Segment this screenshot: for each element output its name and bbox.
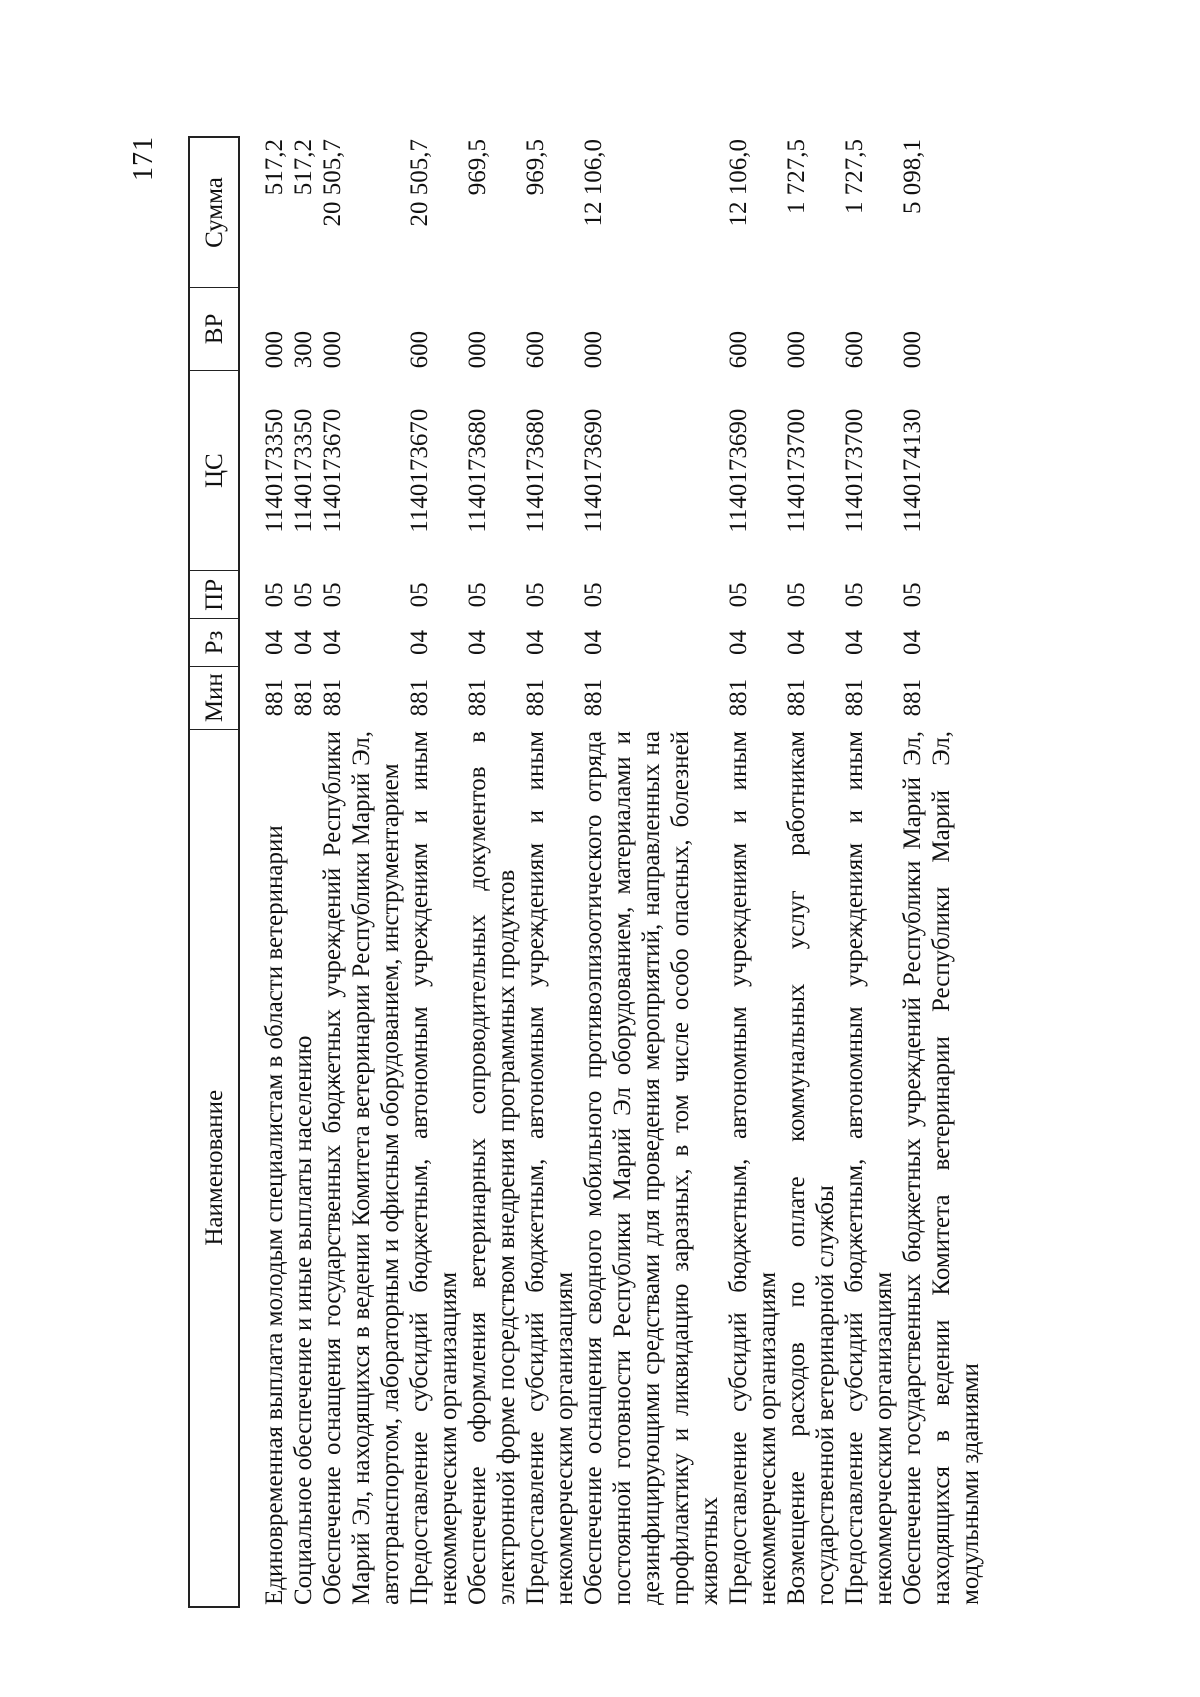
row-pr: 05 [841,582,868,608]
header-sum: Сумма [189,137,239,288]
row-sum: 517,2 [290,139,317,196]
row-sum: 1 727,5 [783,139,810,214]
row-cs: 1140174130 [899,408,926,533]
row-sum: 969,5 [464,139,491,196]
table-row [898,137,985,1607]
row-rz: 04 [580,629,607,655]
row-pr: 05 [580,582,607,608]
row-min: 881 [841,678,868,717]
row-cs: 1140173680 [522,408,549,533]
table-row [463,137,521,1607]
row-vr: 000 [464,330,491,369]
row-sum: 5 098,1 [899,139,926,214]
table-row [782,137,840,1607]
row-pr: 05 [290,582,317,608]
row-cs: 1140173350 [290,408,317,533]
row-rz: 04 [725,629,752,655]
row-name: Предоставление субсидий бюджетным, автономным учреждениям и иным некоммерческим организациям [725,731,781,1605]
table-row [724,137,782,1607]
table-row [840,137,898,1607]
table-row [260,137,289,1607]
row-vr: 000 [783,330,810,369]
row-rz: 04 [319,629,346,655]
row-sum: 969,5 [522,139,549,196]
row-cs: 1140173690 [725,408,752,533]
row-pr: 05 [406,582,433,608]
row-pr: 05 [319,582,346,608]
header-min: Мин [189,666,239,729]
row-cs: 1140173690 [580,408,607,533]
header-pr: ПР [189,571,239,619]
row-vr: 600 [841,330,868,369]
row-vr: 600 [725,330,752,369]
row-min: 881 [899,678,926,717]
row-rz: 04 [841,629,868,655]
row-min: 881 [406,678,433,717]
row-cs: 1140173700 [783,408,810,533]
header-rz: Рз [189,619,239,667]
row-rz: 04 [522,629,549,655]
table-row [579,137,724,1607]
row-vr: 000 [580,330,607,369]
row-pr: 05 [725,582,752,608]
row-min: 881 [522,678,549,717]
row-rz: 04 [290,629,317,655]
row-rz: 04 [464,629,491,655]
row-cs: 1140173670 [406,408,433,533]
row-min: 881 [464,678,491,717]
row-vr: 000 [899,330,926,369]
row-pr: 05 [522,582,549,608]
row-sum: 1 727,5 [841,139,868,214]
budget-table [188,136,985,1608]
row-sum: 12 106,0 [580,139,607,227]
row-vr: 000 [261,330,288,369]
row-pr: 05 [783,582,810,608]
header-vr: ВР [189,288,239,371]
row-min: 881 [319,678,346,717]
row-name: Предоставление субсидий бюджетным, автономным учреждениям и иным некоммерческим организациям [841,731,897,1605]
row-name: Возмещение расходов по оплате коммунальных услуг работникам государственной ветеринарной службы [783,731,839,1605]
row-rz: 04 [406,629,433,655]
row-name: Обеспечение оформления ветеринарных сопроводительных документов в электронной форме посредством внедрения программных продуктов [464,731,520,1605]
row-name: Социальное обеспечение и иные выплаты населению [290,1035,317,1605]
row-name: Обеспечение государственных бюджетных учреждений Республики Марий Эл, находящихся в ведении Комитета ветеринарии Республики Марий Эл, модульными зданиями [899,731,984,1605]
table-row [318,137,405,1607]
row-sum: 12 106,0 [725,139,752,227]
row-name: Предоставление субсидий бюджетным, автономным учреждениям и иным некоммерческим организациям [406,731,462,1605]
header-name: Наименование [189,729,239,1607]
row-cs: 1140173670 [319,408,346,533]
row-sum: 20 505,7 [406,139,433,227]
rotated-page [128,136,1048,1608]
row-cs: 1140173700 [841,408,868,533]
row-pr: 05 [464,582,491,608]
row-vr: 300 [290,330,317,369]
row-name: Обеспечение оснащения государственных бюджетных учреждений Республики Марий Эл, находящихся в ведении Комитета ветеринарии Республики Марий Эл, автотранспортом, лабораторным и офисным оборудованием, инструментарием [319,731,404,1605]
row-min: 881 [261,678,288,717]
row-rz: 04 [261,629,288,655]
row-name: Обеспечение оснащения сводного мобильного противоэпизоотического отряда постоянной готовности Республики Марий Эл оборудованием, материалами и дезинфицирующими средствами для проведения мероприятий, направленных на профилактику и ликвидацию заразных, в том числе особо опасных, болезней животных [580,731,723,1605]
row-vr: 600 [522,330,549,369]
row-name: Единовременная выплата молодым специалистам в области ветеринарии [261,825,288,1605]
row-min: 881 [725,678,752,717]
row-rz: 04 [899,629,926,655]
row-min: 881 [290,678,317,717]
table-row [521,137,579,1607]
table-row [289,137,318,1607]
page-number: 171 [128,136,159,181]
row-min: 881 [783,678,810,717]
table-header-row [189,137,239,1607]
row-sum: 517,2 [261,139,288,196]
header-cs: ЦС [189,370,239,571]
row-min: 881 [580,678,607,717]
row-vr: 000 [319,330,346,369]
row-cs: 1140173350 [261,408,288,533]
row-pr: 05 [261,582,288,608]
row-sum: 20 505,7 [319,139,346,227]
row-cs: 1140173680 [464,408,491,533]
table-row [405,137,463,1607]
row-vr: 600 [406,330,433,369]
row-name: Предоставление субсидий бюджетным, автономным учреждениям и иным некоммерческим организациям [522,731,578,1605]
row-rz: 04 [783,629,810,655]
row-pr: 05 [899,582,926,608]
